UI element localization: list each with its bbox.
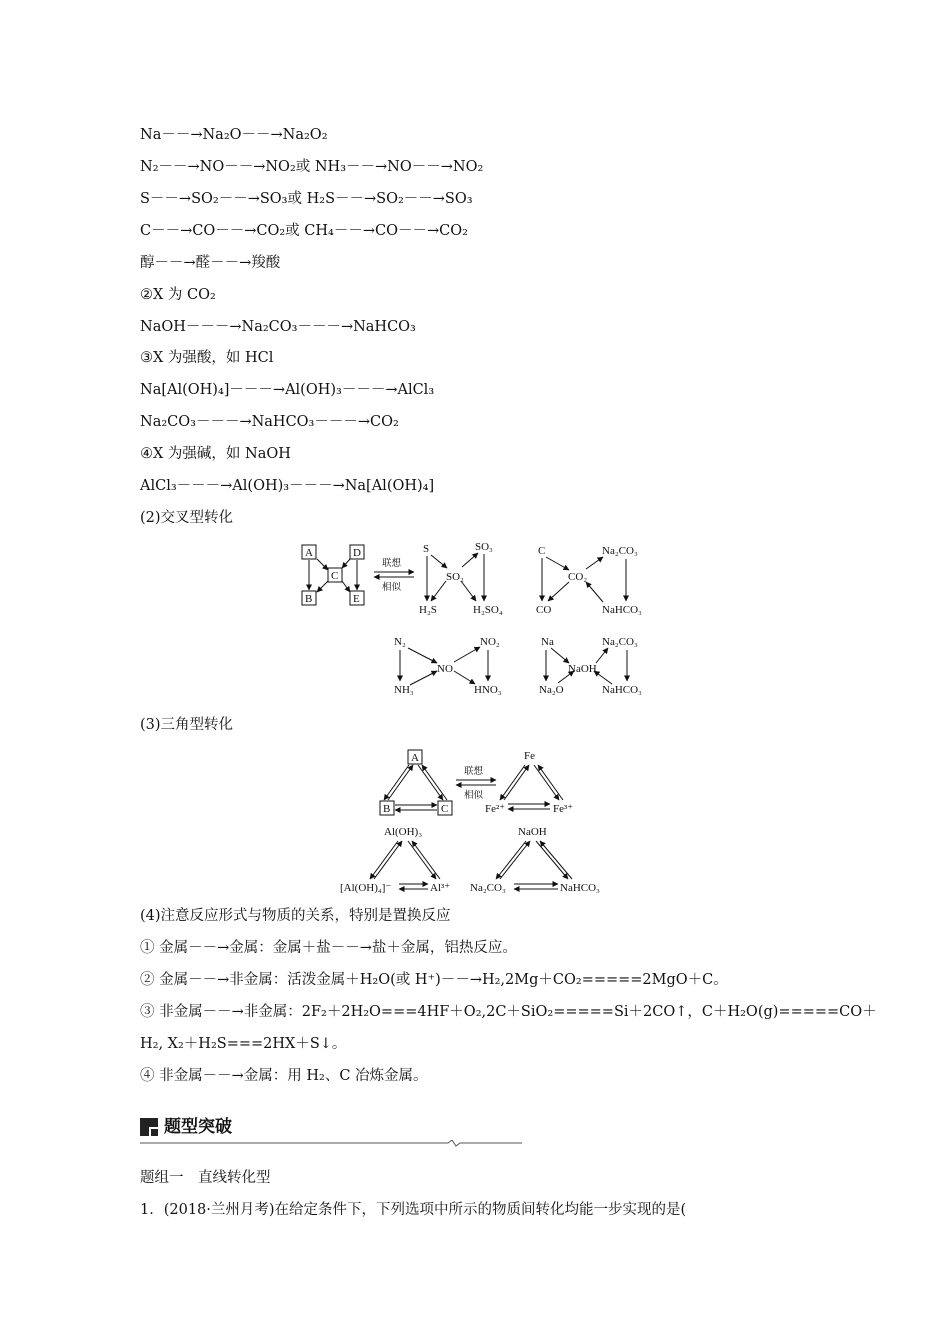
heading-cross-type: (2)交叉型转化 (140, 510, 234, 526)
triangle-type-diagram (336, 745, 626, 897)
question-1-stem: 1．(2018·兰州月考)在给定条件下，下列选项中所示的物质间转化均能一步实现的是( (140, 1202, 687, 1218)
svg-text:Fe³⁺: Fe³⁺ (553, 803, 574, 815)
svg-text:NO₂: NO₂ (480, 636, 500, 648)
svg-text:B: B (383, 803, 391, 815)
svg-text:HNO₃: HNO₃ (474, 684, 502, 696)
heading-triangle-type: (3)三角型转化 (140, 717, 234, 733)
svg-text:NO: NO (437, 663, 453, 675)
svg-text:Na₂CO₃: Na₂CO₃ (602, 636, 638, 648)
section-square-icon (140, 1118, 158, 1136)
label-lianxiang-1: 联想 (382, 558, 402, 569)
cross-type-diagram (290, 535, 670, 705)
line-metal-metal: ① 金属－－→金属：金属＋盐－－→盐＋金属，铝热反应。 (140, 940, 517, 956)
svg-text:SO₃: SO₃ (475, 541, 493, 553)
label-b: B (305, 593, 313, 605)
svg-text:NH₃: NH₃ (394, 684, 414, 696)
label-c: C (331, 570, 339, 582)
line-al-base-chain: AlCl₃－－－→Al(OH)₃－－－→Na[Al(OH)₄] (140, 478, 435, 494)
svg-text:NaHCO₃: NaHCO₃ (560, 882, 600, 894)
svg-text:NaOH: NaOH (568, 663, 597, 675)
svg-text:[Al(OH)₄]⁻: [Al(OH)₄]⁻ (340, 882, 392, 894)
section-title: 题型突破 (164, 1117, 232, 1137)
label-e: E (353, 593, 360, 605)
svg-text:S: S (423, 543, 430, 555)
line-n-chain: N₂－－→NO－－→NO₂或 NH₃－－→NO－－→NO₂ (140, 159, 484, 175)
svg-text:H₂SO₄: H₂SO₄ (473, 604, 503, 616)
section-header (140, 1114, 522, 1144)
svg-text:C: C (538, 545, 546, 557)
svg-text:NaOH: NaOH (518, 826, 547, 838)
svg-text:联想: 联想 (464, 766, 484, 777)
svg-text:Na₂O: Na₂O (539, 684, 564, 696)
line-x-base: ④X 为强碱，如 NaOH (140, 446, 291, 462)
svg-text:Al(OH)₃: Al(OH)₃ (384, 826, 423, 838)
line-naoh-chain: NaOH－－－→Na₂CO₃－－－→NaHCO₃ (140, 319, 416, 335)
svg-text:Na₂CO₃: Na₂CO₃ (470, 882, 506, 894)
heading-reaction-form: (4)注意反应形式与物质的关系，特别是置换反应 (140, 908, 451, 924)
svg-text:NaHCO₃: NaHCO₃ (602, 684, 642, 696)
line-nonmetal-metal: ④ 非金属－－→金属：用 H₂、C 冶炼金属。 (140, 1068, 428, 1084)
label-a: A (305, 547, 313, 559)
line-s-chain: S－－→SO₂－－→SO₃或 H₂S－－→SO₂－－→SO₃ (140, 191, 473, 207)
svg-text:C: C (441, 803, 449, 815)
label-d: D (353, 547, 361, 559)
svg-text:N₂: N₂ (394, 636, 406, 648)
svg-text:A: A (411, 752, 419, 764)
question-group-title: 题组一 直线转化型 (140, 1170, 271, 1186)
svg-text:CO₂: CO₂ (568, 571, 588, 583)
line-alcohol-chain: 醇－－→醛－－→羧酸 (140, 255, 281, 271)
section-rule (140, 1140, 522, 1148)
line-nonmetal-nonmetal-cont: H₂, X₂＋H₂S===2HX＋S↓。 (140, 1036, 347, 1052)
svg-text:Fe²⁺: Fe²⁺ (485, 803, 506, 815)
line-x-co2: ②X 为 CO₂ (140, 287, 216, 303)
svg-text:Na₂CO₃: Na₂CO₃ (602, 545, 638, 557)
svg-text:H₂S: H₂S (419, 604, 437, 616)
svg-text:Fe: Fe (524, 750, 535, 762)
line-c-chain: C－－→CO－－→CO₂或 CH₄－－→CO－－→CO₂ (140, 223, 468, 239)
label-xiangsi-1: 相似 (382, 582, 402, 593)
line-nonmetal-nonmetal: ③ 非金属－－→非金属：2F₂＋2H₂O===4HF＋O₂,2C＋SiO₂=====Si＋2CO↑，C＋H₂O(g)=====CO＋ (140, 1004, 877, 1020)
svg-text:NaHCO₃: NaHCO₃ (602, 604, 642, 616)
line-metal-nonmetal: ② 金属－－→非金属：活泼金属＋H₂O(或 H⁺)－－→H₂,2Mg＋CO₂=====2MgO＋C。 (140, 972, 728, 988)
svg-text:Na: Na (541, 636, 554, 648)
svg-text:相似: 相似 (464, 790, 484, 801)
svg-text:SO₂: SO₂ (446, 571, 464, 583)
line-na-chain: Na－－→Na₂O－－→Na₂O₂ (140, 127, 328, 143)
svg-text:Al³⁺: Al³⁺ (430, 882, 451, 894)
svg-text:CO: CO (536, 604, 552, 616)
line-x-acid: ③X 为强酸，如 HCl (140, 350, 274, 366)
line-na2co3-chain: Na₂CO₃－－－→NaHCO₃－－－→CO₂ (140, 414, 399, 430)
line-al-acid-chain: Na[Al(OH)₄]－－－→Al(OH)₃－－－→AlCl₃ (140, 382, 435, 398)
